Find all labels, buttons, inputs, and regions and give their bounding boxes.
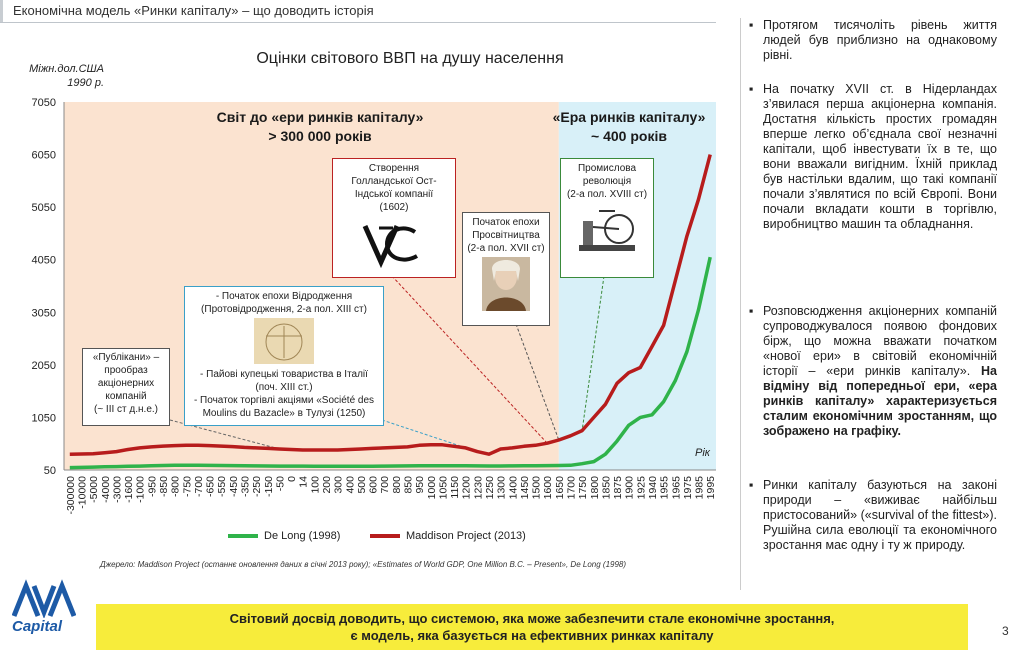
- x-tick-label: 200: [320, 476, 333, 494]
- bullet-3: [749, 304, 997, 439]
- bullet-marker: ▪: [749, 304, 754, 318]
- industrial-line1: Промислова: [577, 163, 637, 174]
- industrial-line2: революція: [582, 176, 632, 187]
- vitruvian-icon: [254, 318, 314, 364]
- industrial-line3: (2-а пол. XVIII ст): [566, 189, 648, 200]
- x-tick-label: 0: [286, 476, 299, 482]
- bullet-3-text: [763, 304, 997, 439]
- dutch-line3: Індської компанії: [354, 189, 434, 200]
- x-tick-label: 1050: [437, 476, 450, 500]
- x-tick-label: 1150: [449, 476, 462, 499]
- x-tick-label: 1850: [600, 476, 613, 500]
- x-tick-label: -50: [274, 476, 287, 492]
- x-tick-label: -3000: [111, 476, 124, 503]
- dutch-line4: (1602): [379, 202, 409, 213]
- bullet-marker: ▪: [749, 18, 754, 32]
- bullet-marker: ▪: [749, 82, 754, 96]
- banner-line1: Світовий досвід доводить, що системою, яка може забезпечити стале економічне зростання,: [229, 611, 835, 626]
- x-tick-label: 1940: [646, 476, 659, 500]
- annotation-renaissance: [184, 286, 384, 426]
- x-tick-label: 14: [297, 476, 310, 488]
- x-tick-label: 1600: [542, 476, 555, 500]
- era-post-label: [544, 108, 714, 146]
- source-note: Джерело: Maddison Project (останнє оновлення даних в січні 2013 року); «Estimates of World GDP, One Million B.C. – Present», De Long (1998): [100, 560, 627, 569]
- x-tick-label: 1925: [635, 476, 648, 500]
- legend-item-maddison: [370, 530, 526, 542]
- x-tick-label: -10000: [76, 476, 89, 509]
- enlight-line1: Початок епохи: [472, 217, 540, 228]
- enlight-line2: Просвітництва: [472, 230, 540, 241]
- x-tick-label: -350: [239, 476, 252, 498]
- renaissance-line4: (поч. XIII ст.): [255, 382, 313, 393]
- x-tick-label: 1985: [693, 476, 706, 500]
- y-tick-label: 3050: [31, 307, 56, 320]
- x-tick-label: 1900: [623, 476, 636, 500]
- x-tick-label: -950: [146, 476, 159, 498]
- x-tick-label: 1650: [553, 476, 566, 500]
- x-tick-label: 1995: [705, 476, 718, 500]
- x-tick-label: 300: [332, 476, 345, 494]
- era-pre-label: [190, 108, 450, 146]
- x-tick-label: 1975: [681, 476, 694, 500]
- y-tick-label: 2050: [31, 359, 56, 372]
- x-tick-label: 700: [379, 476, 392, 494]
- x-tick-label: 500: [355, 476, 368, 494]
- era-post-title: «Ера ринків капіталу»: [552, 109, 706, 125]
- logo-text: Capital: [12, 618, 63, 635]
- era-pre-duration: > 300 000 років: [268, 128, 372, 144]
- legend-swatch-red: [370, 534, 400, 538]
- x-tick-label: -300000: [64, 476, 77, 515]
- dutch-line2: Голландської Ост-: [351, 176, 437, 187]
- x-tick-label: 1955: [658, 476, 671, 500]
- x-tick-label: -800: [169, 476, 182, 498]
- x-tick-label: -700: [192, 476, 205, 498]
- annotation-publicani: [82, 348, 170, 426]
- publicani-line3: акціонерних: [97, 378, 155, 389]
- y-tick-label: 5050: [31, 202, 56, 215]
- x-tick-label: 850: [402, 476, 415, 494]
- x-tick-label: -450: [227, 476, 240, 498]
- renaissance-line6: Moulins du Bazacle» в Тулузі (1250): [202, 408, 366, 419]
- x-tick-label: 1230: [472, 476, 485, 500]
- publicani-line4: компаній: [105, 391, 147, 402]
- x-tick-label: 1875: [612, 476, 625, 500]
- page-header-title: Економічна модель «Ринки капіталу» – що доводить історія: [13, 3, 374, 18]
- x-tick-label: 600: [367, 476, 380, 494]
- legend-item-delong: [228, 530, 340, 542]
- x-tick-label: 1200: [460, 476, 473, 500]
- dutch-line1: Створення: [368, 163, 420, 174]
- legend-swatch-green: [228, 534, 258, 538]
- renaissance-line3: - Пайові купецькі товариства в Італії: [200, 369, 368, 380]
- legend-label-maddison: Maddison Project (2013): [406, 530, 526, 542]
- x-tick-label: 1750: [577, 476, 590, 500]
- bullet-2-text: На початку XVII ст. в Нідерландах з’явилася перша акціонерна компанія. Достатня кількість простих громадян вперше легко об’єднала свої незначні капітали, щоб інвестувати їх в те, що вони вважали вигідним. Їхній приклад був настільки вдалим, що такі компанії почали з’являтися по всій Європі. Вони почали вкладати кошти в торгівлю, виробництво машин та обладнання.: [763, 82, 997, 231]
- y-tick-label: 1050: [31, 412, 56, 425]
- logo-mark-icon: [12, 578, 76, 618]
- bullet-4-text: Ринки капіталу базуються на законі природи – «виживає найбільш пристосований» («survival of the fittest»). Рушійна сила еволюції та економічного зростання має одну і ту ж природу.: [763, 478, 997, 552]
- publicani-line2: прообраз: [104, 365, 148, 376]
- x-tick-label: 950: [414, 476, 427, 494]
- y-tick-label: 50: [43, 465, 56, 477]
- y-tick-label: 7050: [31, 97, 56, 109]
- annotation-dutch-east-india: [332, 158, 456, 278]
- x-axis-title: Рік: [695, 447, 710, 459]
- enlight-line3: (2-а пол. XVII ст): [467, 243, 545, 254]
- bullet-4: [749, 478, 997, 553]
- x-tick-label: -150: [262, 476, 275, 498]
- x-tick-label: 400: [344, 476, 357, 494]
- x-tick-label: 1250: [483, 476, 496, 500]
- company-logo: [12, 578, 82, 650]
- x-tick-label: 1700: [565, 476, 578, 500]
- banner-line2: є модель, яка базується на ефективних ринках капіталу: [350, 628, 714, 643]
- x-tick-label: -1600: [123, 476, 136, 503]
- portrait-icon: [482, 257, 530, 311]
- bullet-2: [749, 82, 997, 232]
- renaissance-line2: (Протовідродження, 2-а пол. XIII ст): [201, 304, 367, 315]
- legend-label-delong: De Long (1998): [264, 530, 341, 542]
- renaissance-line5: - Початок торгівлі акціями «Société des: [193, 395, 375, 406]
- bullet-1: [749, 18, 997, 63]
- x-tick-label: -550: [216, 476, 229, 498]
- bullet-3-plain: Розповсюдження акціонерних компаній супроводжувалося появою фондових бірж, що можна вважати початком «нової ери» в світовій економічній історії – «ери ринків капіталу».: [763, 304, 997, 378]
- x-tick-label: -250: [251, 476, 264, 498]
- right-panel: [740, 18, 999, 590]
- steam-engine-icon: [575, 205, 639, 261]
- x-tick-label: -750: [181, 476, 194, 498]
- chart-title: Оцінки світового ВВП на душу населення: [256, 50, 564, 67]
- x-tick-label: 1450: [518, 476, 531, 500]
- era-post-duration: ~ 400 років: [591, 128, 667, 144]
- annotation-enlightenment: [462, 212, 550, 326]
- conclusion-banner: [96, 604, 968, 650]
- x-tick-label: -1000: [134, 476, 147, 503]
- voc-logo-icon: [359, 218, 429, 268]
- bullet-1-text: Протягом тисячоліть рівень життя людей був приблизно на однаковому рівні.: [763, 18, 997, 62]
- renaissance-line1: - Початок епохи Відродження: [215, 291, 353, 302]
- y-axis-unit: Міжн.дол.США 1990 р.: [29, 63, 104, 89]
- publicani-line1: «Публікани» –: [92, 352, 160, 363]
- x-tick-label: 1000: [425, 476, 438, 500]
- x-tick-label: 100: [309, 476, 322, 494]
- era-pre-title: Світ до «ери ринків капіталу»: [216, 109, 424, 125]
- x-tick-label: -5000: [88, 476, 101, 503]
- x-tick-label: -650: [204, 476, 217, 498]
- x-tick-label: 1800: [588, 476, 601, 500]
- annotation-industrial-revolution: [560, 158, 654, 278]
- x-tick-label: 1965: [670, 476, 683, 500]
- publicani-line5: (~ III ст д.н.е.): [93, 404, 158, 415]
- x-tick-label: 1500: [530, 476, 543, 500]
- y-tick-label: 4050: [31, 254, 56, 267]
- x-tick-label: 1300: [495, 476, 508, 500]
- x-tick-label: 800: [390, 476, 403, 494]
- y-tick-label: 6050: [31, 149, 56, 162]
- page-number: 3: [1002, 624, 1009, 638]
- bullet-marker: ▪: [749, 478, 754, 492]
- x-tick-label: 1400: [507, 476, 520, 500]
- x-tick-label: -850: [157, 476, 170, 498]
- bullet-3-bold: На відміну від попередньої ери, «ера ринків капіталу» характеризується сталим економічним зростанням, що зображено на графіку.: [763, 364, 997, 438]
- x-tick-label: -4000: [99, 476, 112, 503]
